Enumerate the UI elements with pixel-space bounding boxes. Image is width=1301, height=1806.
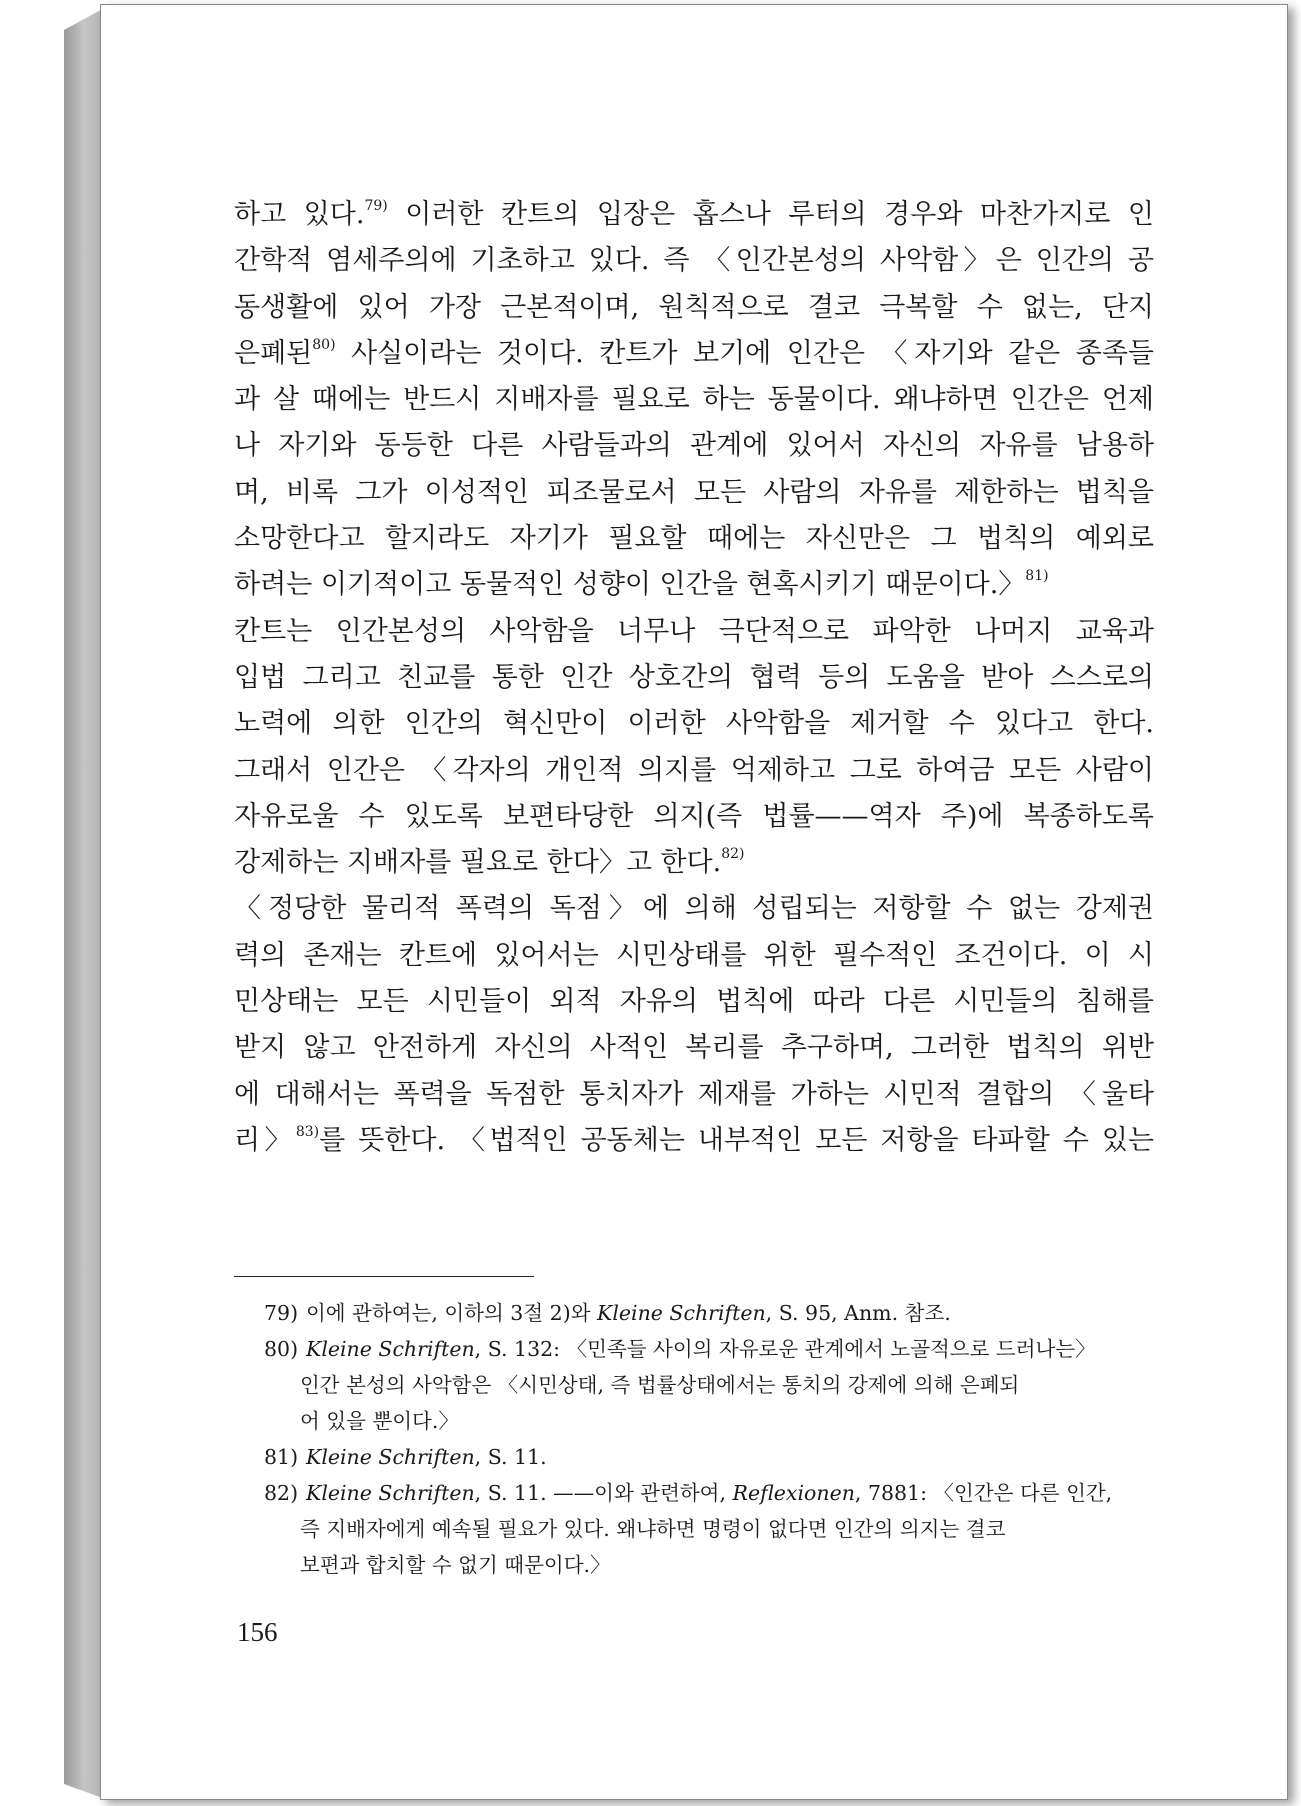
body-line bbox=[234, 933, 1154, 979]
text-run: , S. 132: 〈민족들 사이의 자유로운 관계에서 노골적으로 드러나는〉 bbox=[474, 1337, 1096, 1361]
text-run: , 7881: 〈인간은 다른 인간, bbox=[854, 1481, 1113, 1505]
footnote-divider bbox=[234, 1276, 534, 1277]
text-run: 나 자기와 동등한 다른 사람들과의 관계에 있어서 자신의 자유를 남용하 bbox=[234, 430, 1154, 462]
text-run: , S. 95, Anm. 참조. bbox=[765, 1301, 951, 1325]
cited-title: Kleine Schriften bbox=[306, 1481, 475, 1505]
footnote-number: 82) bbox=[264, 1481, 299, 1505]
body-line bbox=[234, 331, 1154, 377]
text-run: 간학적 염세주의에 기초하고 있다. 즉 〈인간본성의 사악함〉은 인간의 공 bbox=[234, 245, 1154, 277]
footnote-ref: 83) bbox=[295, 1123, 320, 1140]
text-run: 은폐된 bbox=[234, 337, 313, 369]
body-line bbox=[234, 979, 1154, 1025]
text-run: 받지 않고 안전하게 자신의 사적인 복리를 추구하며, 그러한 법칙의 위반 bbox=[234, 1032, 1154, 1064]
body-line bbox=[234, 1072, 1154, 1118]
text-run: 노력에 의한 인간의 혁신만이 이러한 사악함을 제거할 수 있다고 한다. bbox=[234, 708, 1154, 740]
text-run: 〈정당한 물리적 폭력의 독점〉에 의해 성립되는 저항할 수 없는 강제권 bbox=[234, 893, 1154, 925]
text-run: 어 있을 뿐이다.〉 bbox=[300, 1409, 459, 1433]
body-line bbox=[234, 423, 1154, 469]
body-text bbox=[234, 192, 1154, 1164]
cited-title: Kleine Schriften bbox=[597, 1301, 766, 1325]
text-run: 강제하는 지배자를 필요로 한다〉고 한다. bbox=[234, 847, 722, 879]
footnote-line bbox=[264, 1331, 1154, 1367]
body-line bbox=[234, 748, 1154, 794]
text-run: 며, 비록 그가 이성적인 피조물로서 모든 사람의 자유를 제한하는 법칙을 bbox=[234, 476, 1154, 508]
footnote-line bbox=[264, 1295, 1154, 1331]
text-run: 를 뜻한다. 〈법적인 공동체는 내부적인 모든 저항을 타파할 수 있는 bbox=[319, 1124, 1154, 1156]
footnote-line bbox=[264, 1439, 1154, 1475]
text-run: 리〉 bbox=[234, 1124, 296, 1156]
footnote-number: 80) bbox=[264, 1337, 299, 1361]
text-run: 에 대해서는 폭력을 독점한 통치자가 제재를 가하는 시민적 결합의 〈울타 bbox=[234, 1078, 1154, 1110]
footnotes bbox=[264, 1295, 1154, 1583]
book-page bbox=[100, 4, 1288, 1800]
text-run: 하고 있다. bbox=[234, 199, 365, 230]
body-line bbox=[234, 377, 1154, 423]
text-run: 동생활에 있어 가장 근본적이며, 원칙적으로 결코 극복할 수 없는, 단지 bbox=[234, 291, 1154, 323]
body-line bbox=[234, 516, 1154, 562]
cited-title: Reflexionen bbox=[732, 1481, 855, 1505]
text-run: , S. 11. ——이와 관련하여, bbox=[474, 1481, 733, 1505]
text-run: 하려는 이기적이고 동물적인 성향이 인간을 현혹시키기 때문이다.〉 bbox=[234, 569, 1026, 601]
text-run: 보편과 합치할 수 없기 때문이다.〉 bbox=[300, 1553, 611, 1577]
footnote-number: 79) bbox=[264, 1301, 299, 1325]
cited-title: Kleine Schriften bbox=[306, 1337, 475, 1361]
footnote-line bbox=[264, 1367, 1154, 1403]
body-line bbox=[234, 238, 1154, 284]
text-run: 즉 지배자에게 예속될 필요가 있다. 왜냐하면 명령이 없다면 인간의 의지는 결코 bbox=[300, 1517, 1006, 1541]
footnote-ref: 82) bbox=[721, 846, 745, 863]
text-run: 칸트는 인간본성의 사악함을 너무나 극단적으로 파악한 나머지 교육과 bbox=[234, 615, 1154, 647]
footnote-ref: 80) bbox=[312, 336, 336, 353]
text-run: 입법 그리고 친교를 통한 인간 상호간의 협력 등의 도움을 받아 스스로의 bbox=[234, 661, 1154, 693]
text-run: 자유로울 수 있도록 보편타당한 의지(즉 법률——역자 주)에 복종하도록 bbox=[234, 800, 1154, 832]
body-line bbox=[234, 285, 1154, 331]
text-run: 과 살 때에는 반드시 지배자를 필요로 하는 동물이다. 왜냐하면 인간은 언제 bbox=[234, 384, 1154, 416]
text-run: 이에 관하여는, 이하의 3절 2)와 bbox=[306, 1301, 598, 1325]
body-line bbox=[234, 1118, 1154, 1164]
text-run: 인간 본성의 사악함은 〈시민상태, 즉 법률상태에서는 통치의 강제에 의해 은폐되 bbox=[300, 1373, 1020, 1397]
text-run: 사실이라는 것이다. 칸트가 보기에 인간은 〈자기와 같은 종족들 bbox=[335, 337, 1154, 369]
body-line bbox=[234, 562, 1154, 608]
body-line bbox=[234, 886, 1154, 932]
cited-title: Kleine Schriften bbox=[306, 1445, 475, 1469]
footnote-line bbox=[264, 1511, 1154, 1547]
body-line bbox=[234, 192, 1154, 238]
footnote-line bbox=[264, 1475, 1154, 1511]
text-run: 이러한 칸트의 입장은 홉스나 루터의 경우와 마찬가지로 인 bbox=[387, 199, 1154, 230]
text-run: 소망한다고 할지라도 자기가 필요할 때에는 자신만은 그 법칙의 예외로 bbox=[234, 523, 1154, 555]
footnote-ref: 79) bbox=[364, 198, 388, 214]
text-run: 민상태는 모든 시민들이 외적 자유의 법칙에 따라 다른 시민들의 침해를 bbox=[234, 986, 1154, 1018]
page-number: 156 bbox=[237, 1617, 278, 1647]
body-line bbox=[234, 1025, 1154, 1071]
footnote-number: 81) bbox=[264, 1445, 299, 1469]
footnote-line bbox=[264, 1547, 1154, 1583]
body-line bbox=[234, 840, 1154, 886]
body-line bbox=[234, 609, 1154, 655]
body-line bbox=[234, 470, 1154, 516]
text-run: 력의 존재는 칸트에 있어서는 시민상태를 위한 필수적인 조건이다. 이 시 bbox=[234, 939, 1154, 971]
body-line bbox=[234, 701, 1154, 747]
body-line bbox=[234, 655, 1154, 701]
text-run: , S. 11. bbox=[474, 1445, 547, 1469]
body-line bbox=[234, 794, 1154, 840]
text-run: 그래서 인간은 〈각자의 개인적 의지를 억제하고 그로 하여금 모든 사람이 bbox=[234, 754, 1154, 786]
footnote-ref: 81) bbox=[1025, 568, 1049, 585]
footnote-line bbox=[264, 1403, 1154, 1439]
